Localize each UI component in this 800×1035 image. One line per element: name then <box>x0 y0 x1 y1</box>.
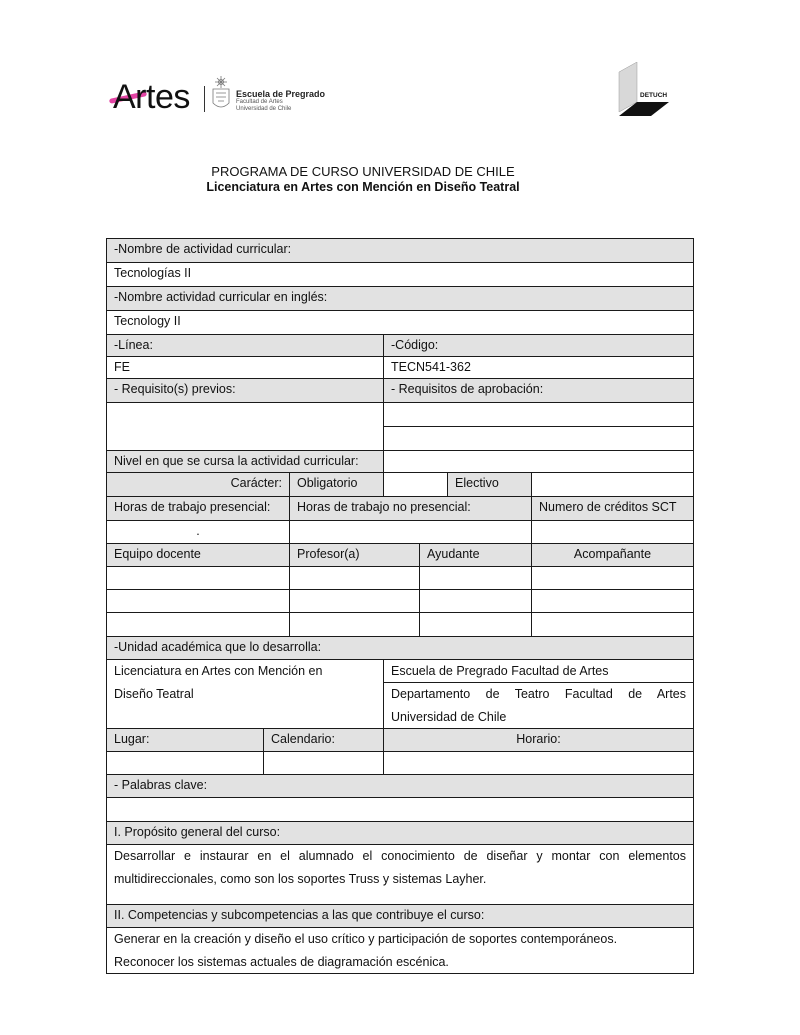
equipo-row-3-col-3[interactable] <box>419 612 532 637</box>
nombre-ingles-label: -Nombre actividad curricular en inglés: <box>106 286 694 311</box>
page-title: PROGRAMA DE CURSO UNIVERSIDAD DE CHILE <box>211 164 515 179</box>
profesor-label: Profesor(a) <box>289 543 420 567</box>
equipo-docente-label: Equipo docente <box>106 543 290 567</box>
requisitos-aprobacion-value-1[interactable] <box>383 402 694 427</box>
artes-logo <box>113 80 190 114</box>
lugar-value[interactable] <box>106 751 264 775</box>
horario-value[interactable] <box>383 751 694 775</box>
equipo-row-2-col-3[interactable] <box>419 589 532 613</box>
requisitos-previos-label: - Requisito(s) previos: <box>106 378 384 403</box>
equipo-row-3-col-4[interactable] <box>531 612 694 637</box>
brand-text: Artes <box>113 78 190 116</box>
school-subtitle <box>236 99 291 112</box>
lugar-label: Lugar: <box>106 728 264 752</box>
horario-label: Horario: <box>383 728 694 752</box>
obligatorio-checkbox[interactable] <box>383 472 448 497</box>
competencias-line-2: Reconocer los sistemas actuales de diagramación escénica. <box>114 954 449 969</box>
page-subtitle: Licenciatura en Artes con Mención en Diseño Teatral <box>206 180 520 194</box>
requisitos-previos-value[interactable] <box>106 402 384 451</box>
faculty-text: Facultad de Artes <box>236 99 283 105</box>
unidad-left-value[interactable] <box>106 659 384 729</box>
obligatorio-label: Obligatorio <box>289 472 384 497</box>
competencias-label: II. Competencias y subcompetencias a las que contribuye el curso: <box>106 904 694 928</box>
calendario-value[interactable] <box>263 751 384 775</box>
competencias-value[interactable] <box>106 927 694 974</box>
electivo-checkbox[interactable] <box>531 472 694 497</box>
proposito-line-2: multidireccionales, como son los soportes Truss y sistemas Layher. <box>114 871 487 886</box>
university-text: Universidad de Chile <box>236 105 292 112</box>
equipo-row-3-col-2[interactable] <box>289 612 420 637</box>
unidad-left-line-1: Licenciatura en Artes con Mención en <box>114 664 323 678</box>
nombre-ingles-value[interactable]: Tecnology II <box>106 310 694 335</box>
unidad-right-value-2[interactable] <box>383 682 694 729</box>
university-shield-icon <box>210 76 232 112</box>
nivel-label: Nivel en que se cursa la actividad curricular: <box>106 450 384 473</box>
unidad-right-line-1: Departamento de Teatro Facultad de Artes <box>391 687 686 701</box>
proposito-label: I. Propósito general del curso: <box>106 821 694 845</box>
linea-value[interactable]: FE <box>106 356 384 379</box>
calendario-label: Calendario: <box>263 728 384 752</box>
horas-no-presencial-label: Horas de trabajo no presencial: <box>289 496 532 521</box>
equipo-row-2-col-4[interactable] <box>531 589 694 613</box>
horas-presencial-value[interactable]: . <box>106 520 290 544</box>
unidad-right-line-2: Universidad de Chile <box>391 709 507 724</box>
detuch-logo-icon <box>617 62 669 118</box>
equipo-row-1-col-3[interactable] <box>419 566 532 590</box>
equipo-row-1-col-4[interactable] <box>531 566 694 590</box>
unidad-label: -Unidad académica que lo desarrolla: <box>106 636 694 660</box>
competencias-line-1: Generar en la creación y diseño el uso crítico y participación de soportes contemporáneos. <box>114 932 618 946</box>
codigo-value[interactable]: TECN541-362 <box>383 356 694 379</box>
electivo-label: Electivo <box>447 472 532 497</box>
unidad-left-line-2: Diseño Teatral <box>114 686 194 701</box>
logo-divider <box>204 86 205 112</box>
equipo-row-2-col-1[interactable] <box>106 589 290 613</box>
detuch-label: DETUCH <box>640 92 668 99</box>
requisitos-aprobacion-label: - Requisitos de aprobación: <box>383 378 694 403</box>
ayudante-label: Ayudante <box>419 543 532 567</box>
nivel-value[interactable] <box>383 450 694 473</box>
creditos-value[interactable] <box>531 520 694 544</box>
equipo-row-2-col-2[interactable] <box>289 589 420 613</box>
requisitos-aprobacion-value-2[interactable] <box>383 426 694 451</box>
palabras-clave-label: - Palabras clave: <box>106 774 694 798</box>
equipo-row-1-col-1[interactable] <box>106 566 290 590</box>
proposito-value[interactable] <box>106 844 694 905</box>
proposito-line-1: Desarrollar e instaurar en el alumnado el conocimiento de diseñar y montar con elementos <box>114 849 686 863</box>
equipo-row-3-col-1[interactable] <box>106 612 290 637</box>
horas-no-presencial-value[interactable] <box>289 520 532 544</box>
caracter-label: Carácter: <box>106 472 290 497</box>
equipo-row-1-col-2[interactable] <box>289 566 420 590</box>
creditos-label: Numero de créditos SCT <box>531 496 694 521</box>
palabras-clave-value[interactable] <box>106 797 694 822</box>
acompanante-label: Acompañante <box>531 543 694 567</box>
horas-presencial-label: Horas de trabajo presencial: <box>106 496 290 521</box>
school-name: Escuela de Pregrado <box>236 89 326 99</box>
nombre-label: -Nombre de actividad curricular: <box>106 238 694 263</box>
nombre-value[interactable]: Tecnologías II <box>106 262 694 287</box>
linea-label: -Línea: <box>106 334 384 357</box>
unidad-right-value-1[interactable]: Escuela de Pregrado Facultad de Artes <box>383 659 694 683</box>
codigo-label: -Código: <box>383 334 694 357</box>
